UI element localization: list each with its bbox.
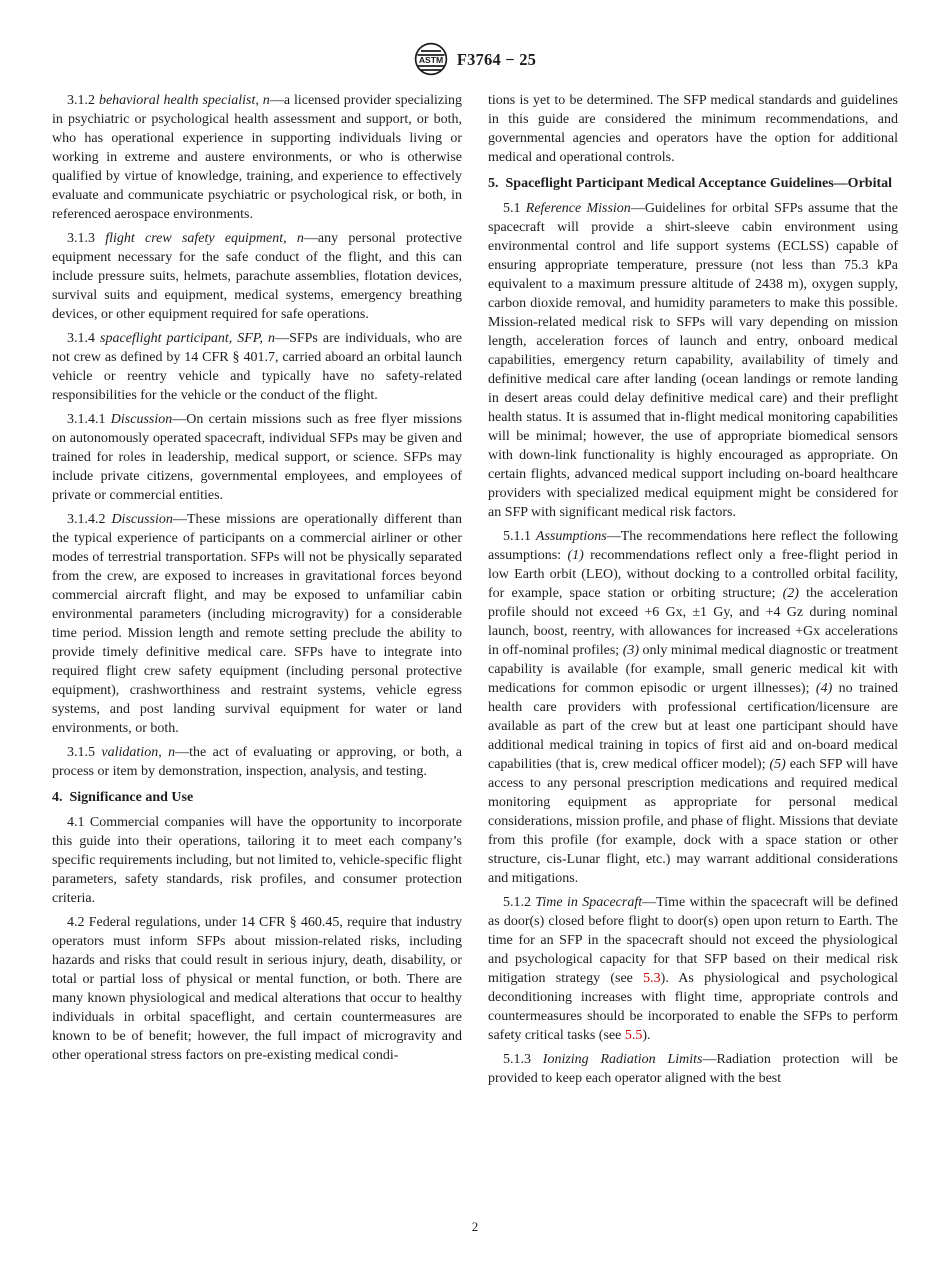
italic-term: Discussion (110, 412, 173, 427)
paragraph (52, 743, 462, 781)
paragraph (52, 510, 462, 738)
paragraph (488, 91, 898, 167)
paragraph (488, 527, 898, 888)
italic-term: (5) (769, 757, 786, 772)
paragraph (488, 1050, 898, 1088)
text-run: —These missions are operationally different than the typical experience of participants on a commercial airliner or other modes of terrestrial transportation. SFPs will not be physically separated from the crew, are exposed to increases in gravitational forces beyond commercial aircraft flight, and may be exposed to unfamiliar cabin environmental parameters (including microgravity) for a considerable time period. Mission length and remote setting preclude the ability to provide timely definitive medical care. SFPs have to integrate into required flight crew safety equipment (including personal protective equipment), crashworthiness and restraint systems, vehicle egress systems, and post landing survival equipment for water or land environments, or both. (52, 512, 463, 736)
document-number: F3764 − 25 (456, 49, 537, 69)
italic-term: (3) (622, 643, 640, 658)
document-body (0, 76, 950, 1093)
section-heading (52, 788, 462, 807)
text-run: 3.1.4 (67, 331, 101, 346)
text-run: 5.1.1 (503, 529, 536, 544)
italic-term: flight crew safety equipment, n (105, 231, 304, 246)
text-run: no trained health care providers with professional certification/licensure are available as part of the crew but at least one participant should have additional medical training in topics of first aid and on-board medical capabilities (that is, crew medical officer model); (488, 681, 898, 772)
italic-term: Ionizing Radiation Limits (542, 1052, 703, 1067)
italic-term: spaceflight participant, SFP, n (100, 331, 276, 346)
text-run: recommendations reflect only a free-flight period in low Earth orbit (LEO), without docking to a controlled orbital facility, for example, space station or orbiting structure; (488, 548, 898, 601)
section-heading (488, 174, 898, 193)
page-header (0, 0, 950, 76)
paragraph (488, 893, 898, 1045)
text-run: 3.1.3 (67, 231, 106, 246)
svg-text:ASTM: ASTM (418, 54, 444, 65)
text-run: 5.1.3 (503, 1052, 543, 1067)
text-run: 5.1.2 (503, 895, 536, 910)
astm-logo-icon (414, 42, 448, 76)
cross-reference-link[interactable]: 5.5 (624, 1028, 643, 1043)
text-run: —Time within the spacecraft will be defined as door(s) closed before flight to door(s) open upon return to Earth. The time for an SFP in the spacecraft should not exceed the physiological and psychological capacity for that SFP based on their medical risk mitigation strategy (see (488, 895, 898, 986)
text-run: 3.1.2 (67, 93, 99, 108)
text-run: ). (642, 1028, 651, 1043)
text-run: ). As physiological and psychological deconditioning increases with flight time, appropriate controls and countermeasures should be incorporated to enable the SFPs to perform safety critical tasks (see (488, 971, 898, 1043)
cross-reference-link[interactable]: 5.3 (643, 971, 661, 986)
text-run: —Radiation protection will be provided to keep each operator aligned with the best (488, 1052, 898, 1086)
text-run: —Guidelines for orbital SFPs assume that the spacecraft will provide a shirt-sleeve cabin environment using environmental control and life support systems (ECLSS) capable of ensuring appropriate temperature, pressure (not less than 75.3 kPa equivalent to a maximum pressure altitude of 2438 m), oxygen supply, carbon dioxide removal, and humidity parameters to make this possible. Mission-related medical risk to SFPs will vary depending on mission length, acceleration forces of launch and entry, onboard medical capabilities, emergency return capability, availability of timely and definitive medical care after landing (ocean landings or remote landing in desert areas could delay definitive medical care) and their preflight health status. It is assumed that in-flight medical monitoring capabilities will be minimal; however, the use of appropriate biomedical sensors with down-link functionality is highly encouraged as appropriate. On certain flights, advanced medical support including on-board healthcare providers with specialized medical equipment might be considered for an SFP with significant medical risk factors. (488, 201, 899, 520)
text-run: —any personal protective equipment necessary for the safe conduct of the flight, and this can include pressure suits, helmets, parachute assemblies, flotation devices, survival suits and equipment, medical systems, emergency breathing devices, or other equipment required for safe operations. (52, 231, 462, 322)
column-left (52, 91, 462, 1093)
text-run: 3.1.5 (67, 745, 102, 760)
paragraph (52, 813, 462, 908)
text-run: 3.1.4.2 (67, 512, 112, 527)
text-run: 5.1 (503, 201, 526, 216)
text-run: —a licensed provider specializing in psychiatric or psychological health assessment and support, or both, who has operational experience in supporting individuals living or working in extreme and austere environments, or who is otherwise qualified by virtue of knowledge, training, and experience to effectively evaluate and communicate psychiatric or psychological risk, or both, in referenced aerospace environments. (52, 93, 463, 222)
page-footer (0, 1217, 950, 1236)
italic-term: (1) (567, 548, 584, 563)
italic-term: Discussion (111, 512, 173, 527)
column-right (488, 91, 898, 1093)
page-number: 2 (471, 1219, 479, 1234)
italic-term: behavioral health specialist, n (98, 93, 270, 108)
text-run: only minimal medical diagnostic or treatment capability is available (for example, small generic medical kit with medications for common episodic or urgent illnesses); (488, 643, 898, 696)
text-run: —the act of evaluating or approving, or both, a process or item by demonstration, inspection, analysis, and testing. (52, 745, 462, 779)
text-run: 4.2 Federal regulations, under 14 CFR § 460.45, require that industry operators must inform SFPs about mission-related risks, including hazards and risks that could result in serious injury, death, disability, or total or partial loss of physical or mental function, or both. There are many known physiological and medical alterations that occur to healthy individuals in orbital spaceflight, and certain countermeasures are known to be of benefit; however, the full impact of microgravity and other operational stress factors on pre-existing medical condi- (52, 915, 462, 1063)
paragraph (52, 913, 462, 1065)
italic-term: validation, n (101, 745, 176, 760)
paragraph (488, 199, 898, 522)
paragraph (52, 229, 462, 324)
text-run: 5. Spaceflight Participant Medical Acceptance Guidelines—Orbital (488, 176, 893, 191)
italic-term: Time in Spacecraft (535, 895, 643, 910)
text-run: each SFP will have access to any personal prescription medications and required medical monitoring equipment as appropriate for personal medical considerations, mission profile, and phase of flight. Missions that deviate from this profile (for example, dock with a space station or other structure, cis-Lunar flight, etc.) may warrant additional considerations and mitigations. (488, 757, 898, 886)
paragraph (52, 329, 462, 405)
italic-term: Reference Mission (525, 201, 631, 216)
paragraph (52, 410, 462, 505)
text-run: tions is yet to be determined. The SFP medical standards and guidelines in this guide are considered the minimum recommendations, and governmental agencies and operators have the option for additional medical and operational controls. (488, 93, 898, 165)
italic-term: (2) (782, 586, 799, 601)
text-run: 3.1.4.1 (67, 412, 111, 427)
text-run: 4.1 Commercial companies will have the opportunity to incorporate this guide into their operations, tailoring it to meet each company’s specific requirements including, but not limited to, vehicle-specific flight parameters, safety standards, risk profiles, and consumer protection criteria. (52, 815, 462, 906)
text-run: —On certain missions such as free flyer missions on autonomously operated spacecraft, individual SFPs may be given and trained for roles in leadership, medical support, or science. SFPs may include private citizens, governmental employees, and employees of private or commercial entities. (52, 412, 462, 503)
text-run: —The recommendations here reflect the following assumptions: (488, 529, 898, 563)
italic-term: Assumptions (535, 529, 607, 544)
paragraph (52, 91, 462, 224)
text-run: —SFPs are individuals, who are not crew as defined by 14 CFR § 401.7, carried aboard an orbital launch vehicle or reentry vehicle and typically have no safety-related responsibilities for the vehicle or the conduct of the flight. (52, 331, 462, 403)
italic-term: (4) (815, 681, 833, 696)
text-run: the acceleration profile should not exceed +6 Gx, ±1 Gy, and +4 Gz during nominal launch, boost, reentry, with allowances for increased +Gx accelerations in off-nominal profiles; (488, 586, 899, 658)
text-run: 4. Significance and Use (52, 790, 194, 805)
